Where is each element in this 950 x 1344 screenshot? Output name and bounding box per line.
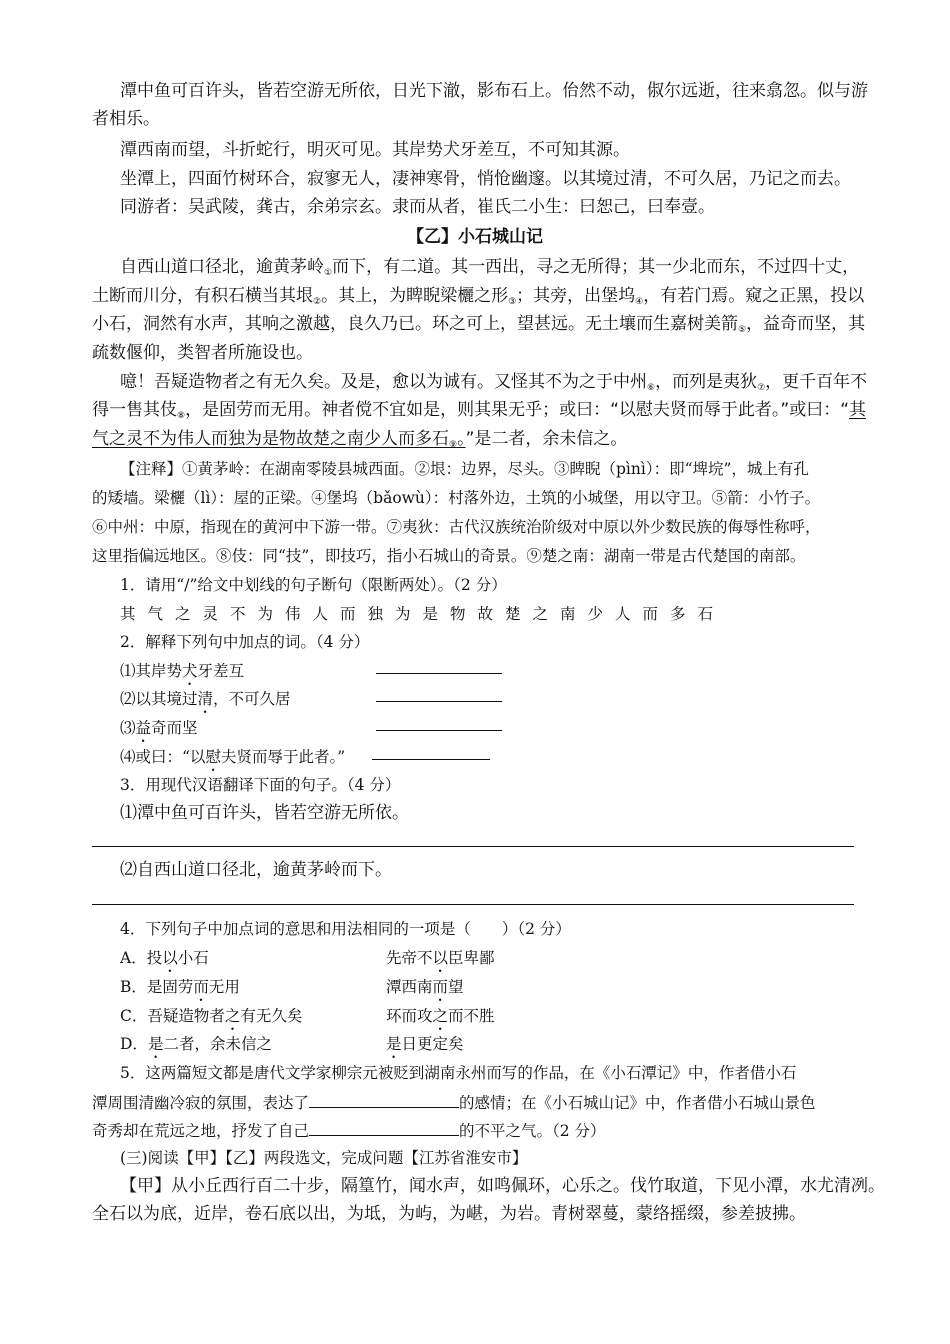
option-c-right: 环而攻之而不胜	[386, 1007, 495, 1025]
notes-line-2: 的矮墙。梁欐（lì）：屋的正梁。④堡坞（bǎowù）：村落外边，土筑的小城堡，用以守卫。⑤箭：小竹子。	[92, 489, 821, 507]
question-1-prompt: 1．请用“/”给文中划线的句子断句（限断两处）。（2 分）	[120, 576, 507, 594]
option-b-right: 潭西南而望	[386, 978, 464, 996]
yi-paragraph-1-line-2: 土断而川分，有积石横当其垠$_②$。其上，为睥睨梁欐之形$_③$；其旁，出堡坞$_④$，有若门焉。窥之正黑，投以	[92, 286, 865, 307]
footnote-marker: ⑥	[647, 383, 656, 393]
jia-paragraph-2: 潭西南而望，斗折蛇行，明灭可见。其岸势犬牙差互，不可知其源。	[120, 140, 630, 160]
question-5-line-2: 潭周围清幽冷寂的氛围，表达了 的感情；在《小石城山记》中，作者借小石城山景色	[92, 1091, 816, 1114]
underlined-sentence-start: 其	[849, 400, 866, 420]
footnote-marker: ②	[313, 297, 322, 307]
question-4-prompt: 4．下列句子中加点词的意思和用法相同的一项是（ ）（2 分）	[120, 920, 571, 938]
jia-paragraph-1: 潭中鱼可百许头，皆若空游无所依，日光下澈，影布石上。佁然不动，俶尔远逝，往来翕忽。似与游	[120, 81, 868, 101]
yi-paragraph-2-line-3: 气之灵不为伟人而独为是物故楚之南少人而多石$_⑨$。”是二者，余未信之。	[92, 429, 628, 450]
section-3-jia-line-1: 【甲】从小丘西行百二十步，隔篁竹，闻水声，如鸣佩环，心乐之。伐竹取道，下见小潭，水尤清冽。	[120, 1176, 885, 1196]
answer-blank-2-2[interactable]	[376, 685, 502, 702]
notes-line-1: 【注释】①黄茅岭：在湖南零陵县城西面。②垠：边界，尽头。③睥睨（pìnì）：即“埤垸”，城上有孔	[120, 460, 809, 478]
footnote-marker: ⑤	[738, 325, 747, 335]
answer-blank-2-1[interactable]	[376, 657, 502, 674]
notes-line-4: 这里指偏远地区。⑧伎：同“技”，即技巧，指小石城山的奇景。⑨楚之南：湖南一带是古代楚国的南部。	[92, 547, 806, 565]
yi-paragraph-2-line-1: 噫！吾疑造物者之有无久矣。及是，愈以为诚有。又怪其不为之于中州$_⑥$，而列是夷狄$_⑦$，更千百年不	[120, 372, 868, 393]
answer-blank-2-3[interactable]	[376, 714, 502, 731]
answer-line-3-2[interactable]	[92, 904, 854, 905]
answer-blank-5-1[interactable]	[309, 1091, 459, 1108]
question-3-sentence-2: ⑵自西山道口径北，逾黄茅岭而下。	[120, 860, 392, 880]
option-b-left: B．是固劳而无用	[120, 978, 240, 996]
footnote-marker: ⑦	[757, 383, 766, 393]
yi-paragraph-1-line-1: 自西山道口径北，逾黄茅岭$_①$而下，有二道。其一西出，寻之无所得；其一少北而东，不过四十丈，	[120, 257, 860, 278]
question-2-item-1: ⑴其岸势犬牙差互	[120, 662, 245, 680]
footnote-marker: ④	[635, 297, 644, 307]
question-5-line-3: 奇秀却在荒远之地，抒发了自己 的不平之气。（2 分）	[92, 1119, 606, 1142]
notes-line-3: ⑥中州：中原，指现在的黄河中下游一带。⑦夷狄：古代汉族统治阶级对中原以外少数民族的侮辱性称呼，	[92, 518, 821, 536]
option-c-left: C．吾疑造物者之有无久矣	[120, 1007, 303, 1025]
answer-line-3-1[interactable]	[92, 846, 854, 847]
option-d-right: 是日更定矣	[386, 1035, 464, 1053]
question-3-prompt: 3．用现代汉语翻译下面的句子。（4 分）	[120, 776, 401, 794]
option-d-left: D．是二者，余未信之	[120, 1035, 272, 1053]
option-a-right: 先帝不以臣卑鄙	[386, 949, 495, 967]
footnote-marker: ③	[508, 297, 517, 307]
yi-paragraph-2-line-2: 得一售其伎$_⑧$，是固劳而无用。神者傥不宜如是，则其果无乎；或曰：“以慰夫贤而辱于此者。”或曰：“其	[92, 400, 866, 421]
footnote-marker: ⑧	[177, 411, 186, 421]
footnote-marker: ⑨	[449, 440, 458, 450]
answer-blank-2-4[interactable]	[372, 743, 490, 760]
yi-paragraph-1-line-4: 疏数偃仰，类智者所施设也。	[92, 343, 313, 363]
yi-title: 【乙】小石城山记	[407, 227, 543, 247]
jia-paragraph-1-cont: 者相乐。	[92, 109, 160, 129]
footnote-marker: ①	[324, 268, 333, 278]
option-a-left: A．投以小石	[120, 949, 209, 967]
section-3-header: (三)阅读【甲】【乙】两段选文，完成问题【江苏省淮安市】	[120, 1149, 528, 1167]
question-2-item-2: ⑵以其境过清，不可久居	[120, 690, 291, 708]
question-2-item-4: ⑷或曰：“以慰夫贤而辱于此者。”	[120, 748, 346, 766]
jia-paragraph-3: 坐潭上，四面竹树环合，寂寥无人，凄神寒骨，悄怆幽邃。以其境过清，不可久居，乃记之而去。	[120, 169, 851, 189]
question-2-item-3: ⑶益奇而坚	[120, 719, 198, 737]
question-3-sentence-1: ⑴潭中鱼可百许头，皆若空游无所依。	[120, 803, 409, 823]
underlined-sentence: 气之灵不为伟人而独为是物故楚之南少人而多石$_⑨$。	[92, 429, 466, 450]
yi-paragraph-1-line-3: 小石，洞然有水声，其响之激越，良久乃已。环之可上，望甚远。无土壤而生嘉树美箭$_⑤$，益奇而坚，其	[92, 314, 866, 335]
question-1-sentence: 其气之灵不为伟人而独为是物故楚之南少人而多石	[120, 605, 726, 623]
answer-blank-5-2[interactable]	[309, 1119, 459, 1136]
question-2-prompt: 2．解释下列句中加点的词。（4 分）	[120, 633, 370, 651]
question-5-line-1: 5．这两篇短文都是唐代文学家柳宗元被贬到湖南永州而写的作品，在《小石潭记》中，作者借小石	[120, 1064, 797, 1082]
jia-paragraph-4: 同游者：吴武陵，龚古，余弟宗玄。隶而从者，崔氏二小生：曰恕己，曰奉壹。	[120, 197, 715, 217]
section-3-jia-line-2: 全石以为底，近岸，卷石底以出，为坻，为屿，为嵁，为岩。青树翠蔓，蒙络摇缀，参差披拂。	[92, 1204, 806, 1224]
